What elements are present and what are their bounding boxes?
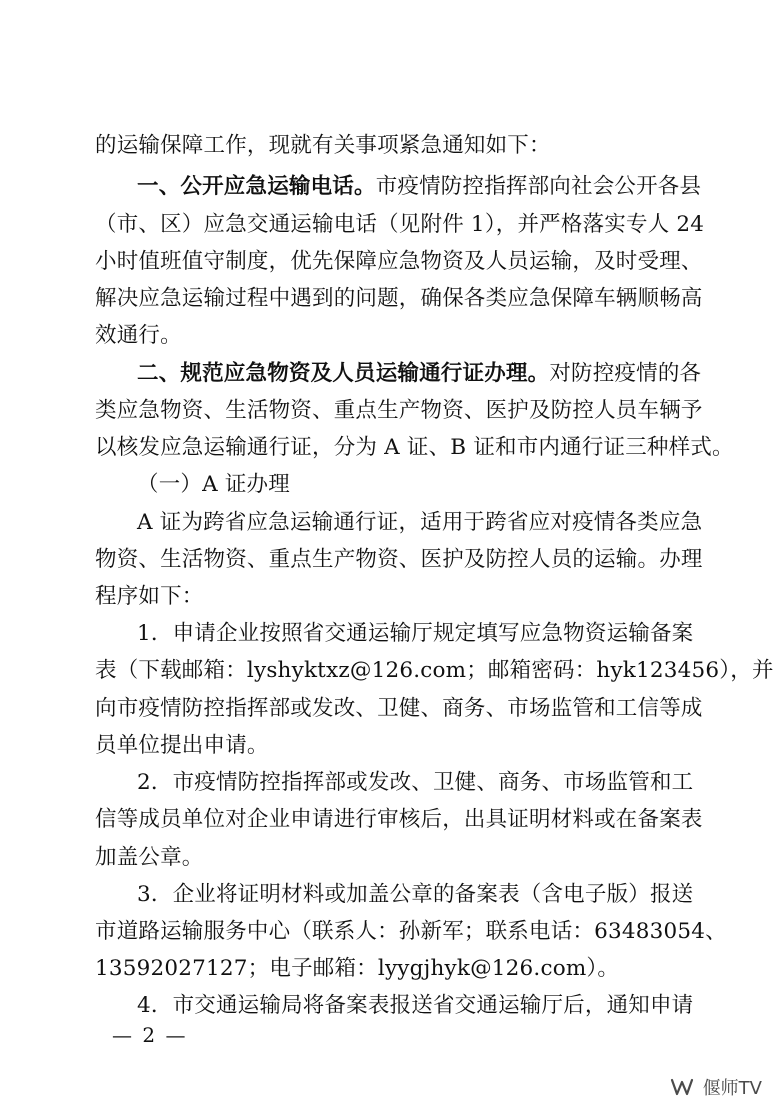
text-line: 程序如下： xyxy=(95,584,204,609)
text-line: 类应急物资、生活物资、重点生产物资、医护及防控人员车辆予 xyxy=(95,398,703,423)
text-line: 小时值班值守制度，优先保障应急物资及人员运输，及时受理、 xyxy=(95,249,703,274)
subsection-title: （一）A 证办理 xyxy=(137,472,290,497)
section-heading-line xyxy=(137,359,737,389)
list-item: 3．企业将证明材料或加盖公章的备案表（含电子版）报送 xyxy=(137,882,694,907)
text-span: 市疫情防控指挥部向社会公开各县 xyxy=(375,174,702,199)
text-line: 13592027127；电子邮箱：lyygjhyk@126.com）。 xyxy=(95,956,620,981)
text-span: 对防控疫情的各 xyxy=(549,361,702,386)
text-line: 向市疫情防控指挥部或发改、卫健、商务、市场监管和工信等成 xyxy=(95,696,703,721)
text-line: 员单位提出申请。 xyxy=(95,733,269,758)
text-line: 效通行。 xyxy=(95,323,182,348)
section-heading: 一、公开应急运输电话。 xyxy=(137,174,376,199)
text-line: 物资、生活物资、重点生产物资、医护及防控人员的运输。办理 xyxy=(95,547,703,572)
text-line: 加盖公章。 xyxy=(95,845,204,870)
text-line: 以核发应急运输通行证，分为 A 证、B 证和市内通行证三种样式。 xyxy=(95,435,734,460)
text-line: 的运输保障工作，现就有关事项紧急通知如下： xyxy=(95,133,551,158)
list-item: 1．申请企业按照省交通运输厅规定填写应急物资运输备案 xyxy=(137,621,694,646)
wechat-channel-icon xyxy=(669,1076,697,1098)
text-line: 信等成员单位对企业申请进行审核后，出具证明材料或在备案表 xyxy=(95,807,703,832)
section-heading: 二、规范应急物资及人员运输通行证办理。 xyxy=(137,361,550,386)
text-line: 市道路运输服务中心（联系人：孙新军；联系电话：63483054、 xyxy=(95,919,727,944)
list-item: 4．市交通运输局将备案表报送省交通运输厅后，通知申请 xyxy=(137,993,694,1018)
text-line: 解决应急运输过程中遇到的问题，确保各类应急保障车辆顺畅高 xyxy=(95,286,703,311)
text-line: （市、区）应急交通运输电话（见附件 1），并严格落实专人 24 xyxy=(95,212,705,237)
watermark xyxy=(669,1074,762,1100)
text-line: 表（下载邮箱：lyshyktxz@126.com；邮箱密码：hyk123456），并 xyxy=(95,658,774,683)
watermark-text: 偃师TV xyxy=(702,1078,762,1099)
list-item: 2．市疫情防控指挥部或发改、卫健、商务、市场监管和工 xyxy=(137,770,694,795)
section-heading-line xyxy=(137,172,737,202)
text-line: A 证为跨省应急运输通行证，适用于跨省应对疫情各类应急 xyxy=(137,510,703,535)
page-number: — 2 — xyxy=(112,1023,188,1047)
